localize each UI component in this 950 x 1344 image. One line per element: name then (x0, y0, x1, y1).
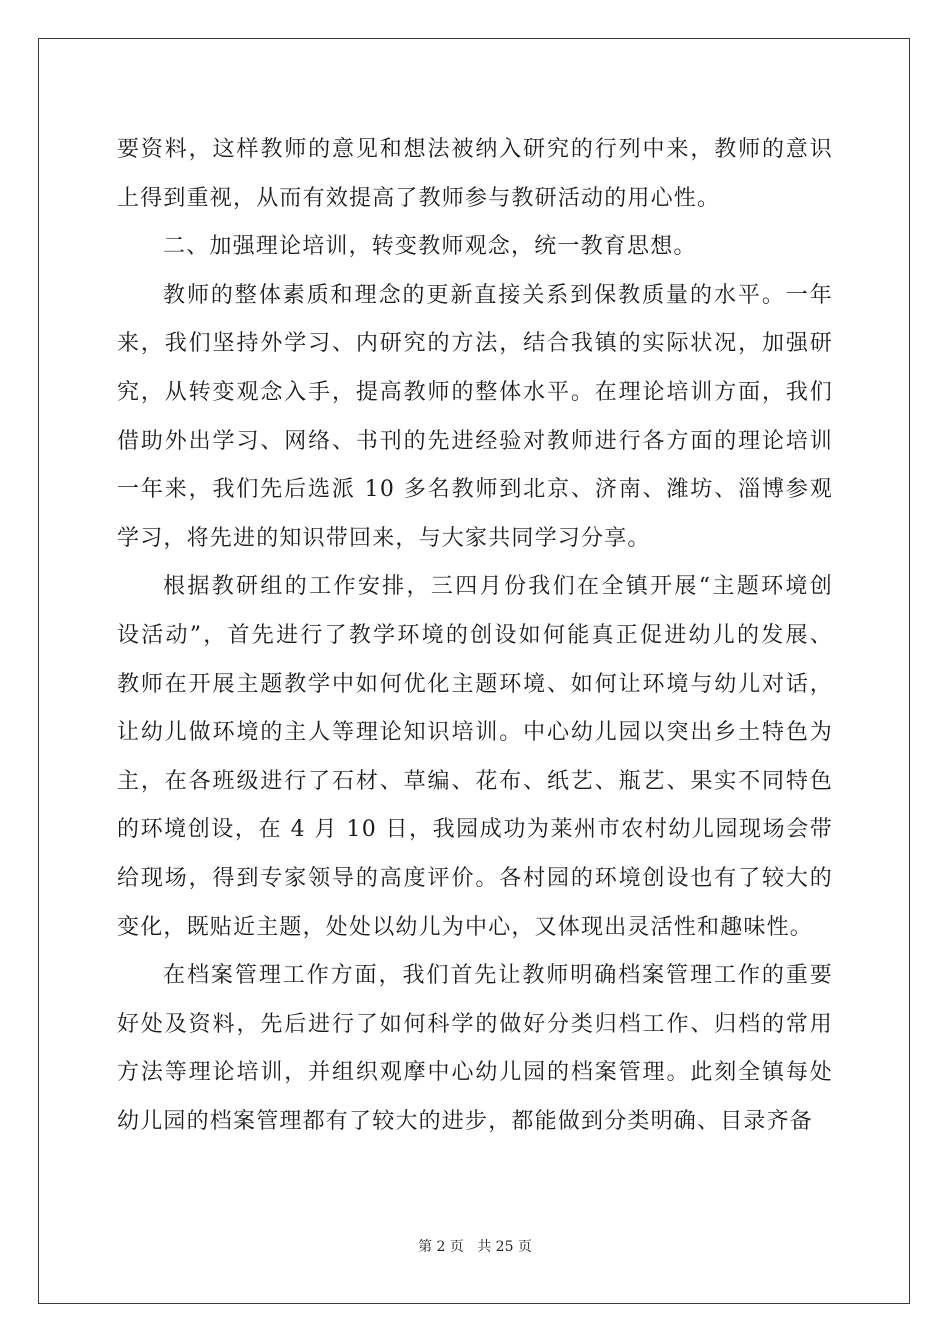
paragraph-3-line-2: 来，我们坚持外学习、内研究的方法，结合我镇的实际状况，加强研 (117, 331, 833, 357)
document-body (117, 126, 833, 1146)
paragraph-1-line-1: 要资料，这样教师的意见和想法被纳入研究的行列中来，教师的意识 (117, 137, 833, 162)
paragraph-4-line-2: 设活动”，首先进行了教学环境的创设如何能真正促进幼儿的发展、 (117, 622, 833, 648)
paragraph-4-line-6: 的环境创设，在 4 月 10 日，我园成功为莱州市农村幼儿园现场会带 (117, 817, 833, 843)
paragraph-3-line-6: 学习，将先进的知识带回来，与大家共同学习分享。 (117, 525, 651, 551)
paragraph-3-line-1: 教师的整体素质和理念的更新直接关系到保教质量的水平。一年 (163, 282, 833, 308)
paragraph-3-line-5: 一年来，我们先后选派 10 多名教师到北京、济南、潍坊、淄博参观 (117, 477, 833, 503)
paragraph-3-line-4: 借助外出学习、网络、书刊的先进经验对教师进行各方面的理论培训 (117, 428, 833, 454)
paragraph-2-line-1: 二、加强理论培训，转变教师观念，统一教育思想。 (163, 234, 697, 260)
page-number: 第 2 页 共 25 页 (418, 1239, 532, 1255)
paragraph-4-line-7: 给现场，得到专家领导的高度评价。各村园的环境创设也有了较大的 (117, 865, 833, 891)
paragraph-4-line-8: 变化，既贴近主题，处处以幼儿为中心，又体现出灵活性和趣味性。 (117, 914, 814, 940)
paragraph-5-line-3: 方法等理论培训，并组织观摩中心幼儿园的档案管理。此刻全镇每处 (117, 1060, 833, 1086)
paragraph-4-line-4: 让幼儿做环境的主人等理论知识培训。中心幼儿园以突出乡土特色为 (117, 720, 833, 746)
page-footer (0, 1236, 950, 1256)
paragraph-4-line-5: 主，在各班级进行了石材、草编、花布、纸艺、瓶艺、果实不同特色 (117, 768, 833, 794)
paragraph-4-line-1: 根据教研组的工作安排，三四月份我们在全镇开展“主题环境创 (163, 574, 833, 600)
paragraph-4-line-3: 教师在开展主题教学中如何优化主题环境、如何让环境与幼儿对话， (117, 671, 833, 697)
paragraph-5-line-2: 好处及资料，先后进行了如何科学的做好分类归档工作、归档的常用 (117, 1011, 833, 1037)
paragraph-5-line-1: 在档案管理工作方面，我们首先让教师明确档案管理工作的重要 (163, 963, 833, 989)
paragraph-1-line-2: 上得到重视，从而有效提高了教师参与教研活动的用心性。 (117, 185, 721, 211)
paragraph-3-line-3: 究，从转变观念入手，提高教师的整体水平。在理论培训方面，我们 (117, 379, 833, 405)
paragraph-5-line-4: 幼儿园的档案管理都有了较大的进步，都能做到分类明确、目录齐备 (117, 1108, 814, 1134)
